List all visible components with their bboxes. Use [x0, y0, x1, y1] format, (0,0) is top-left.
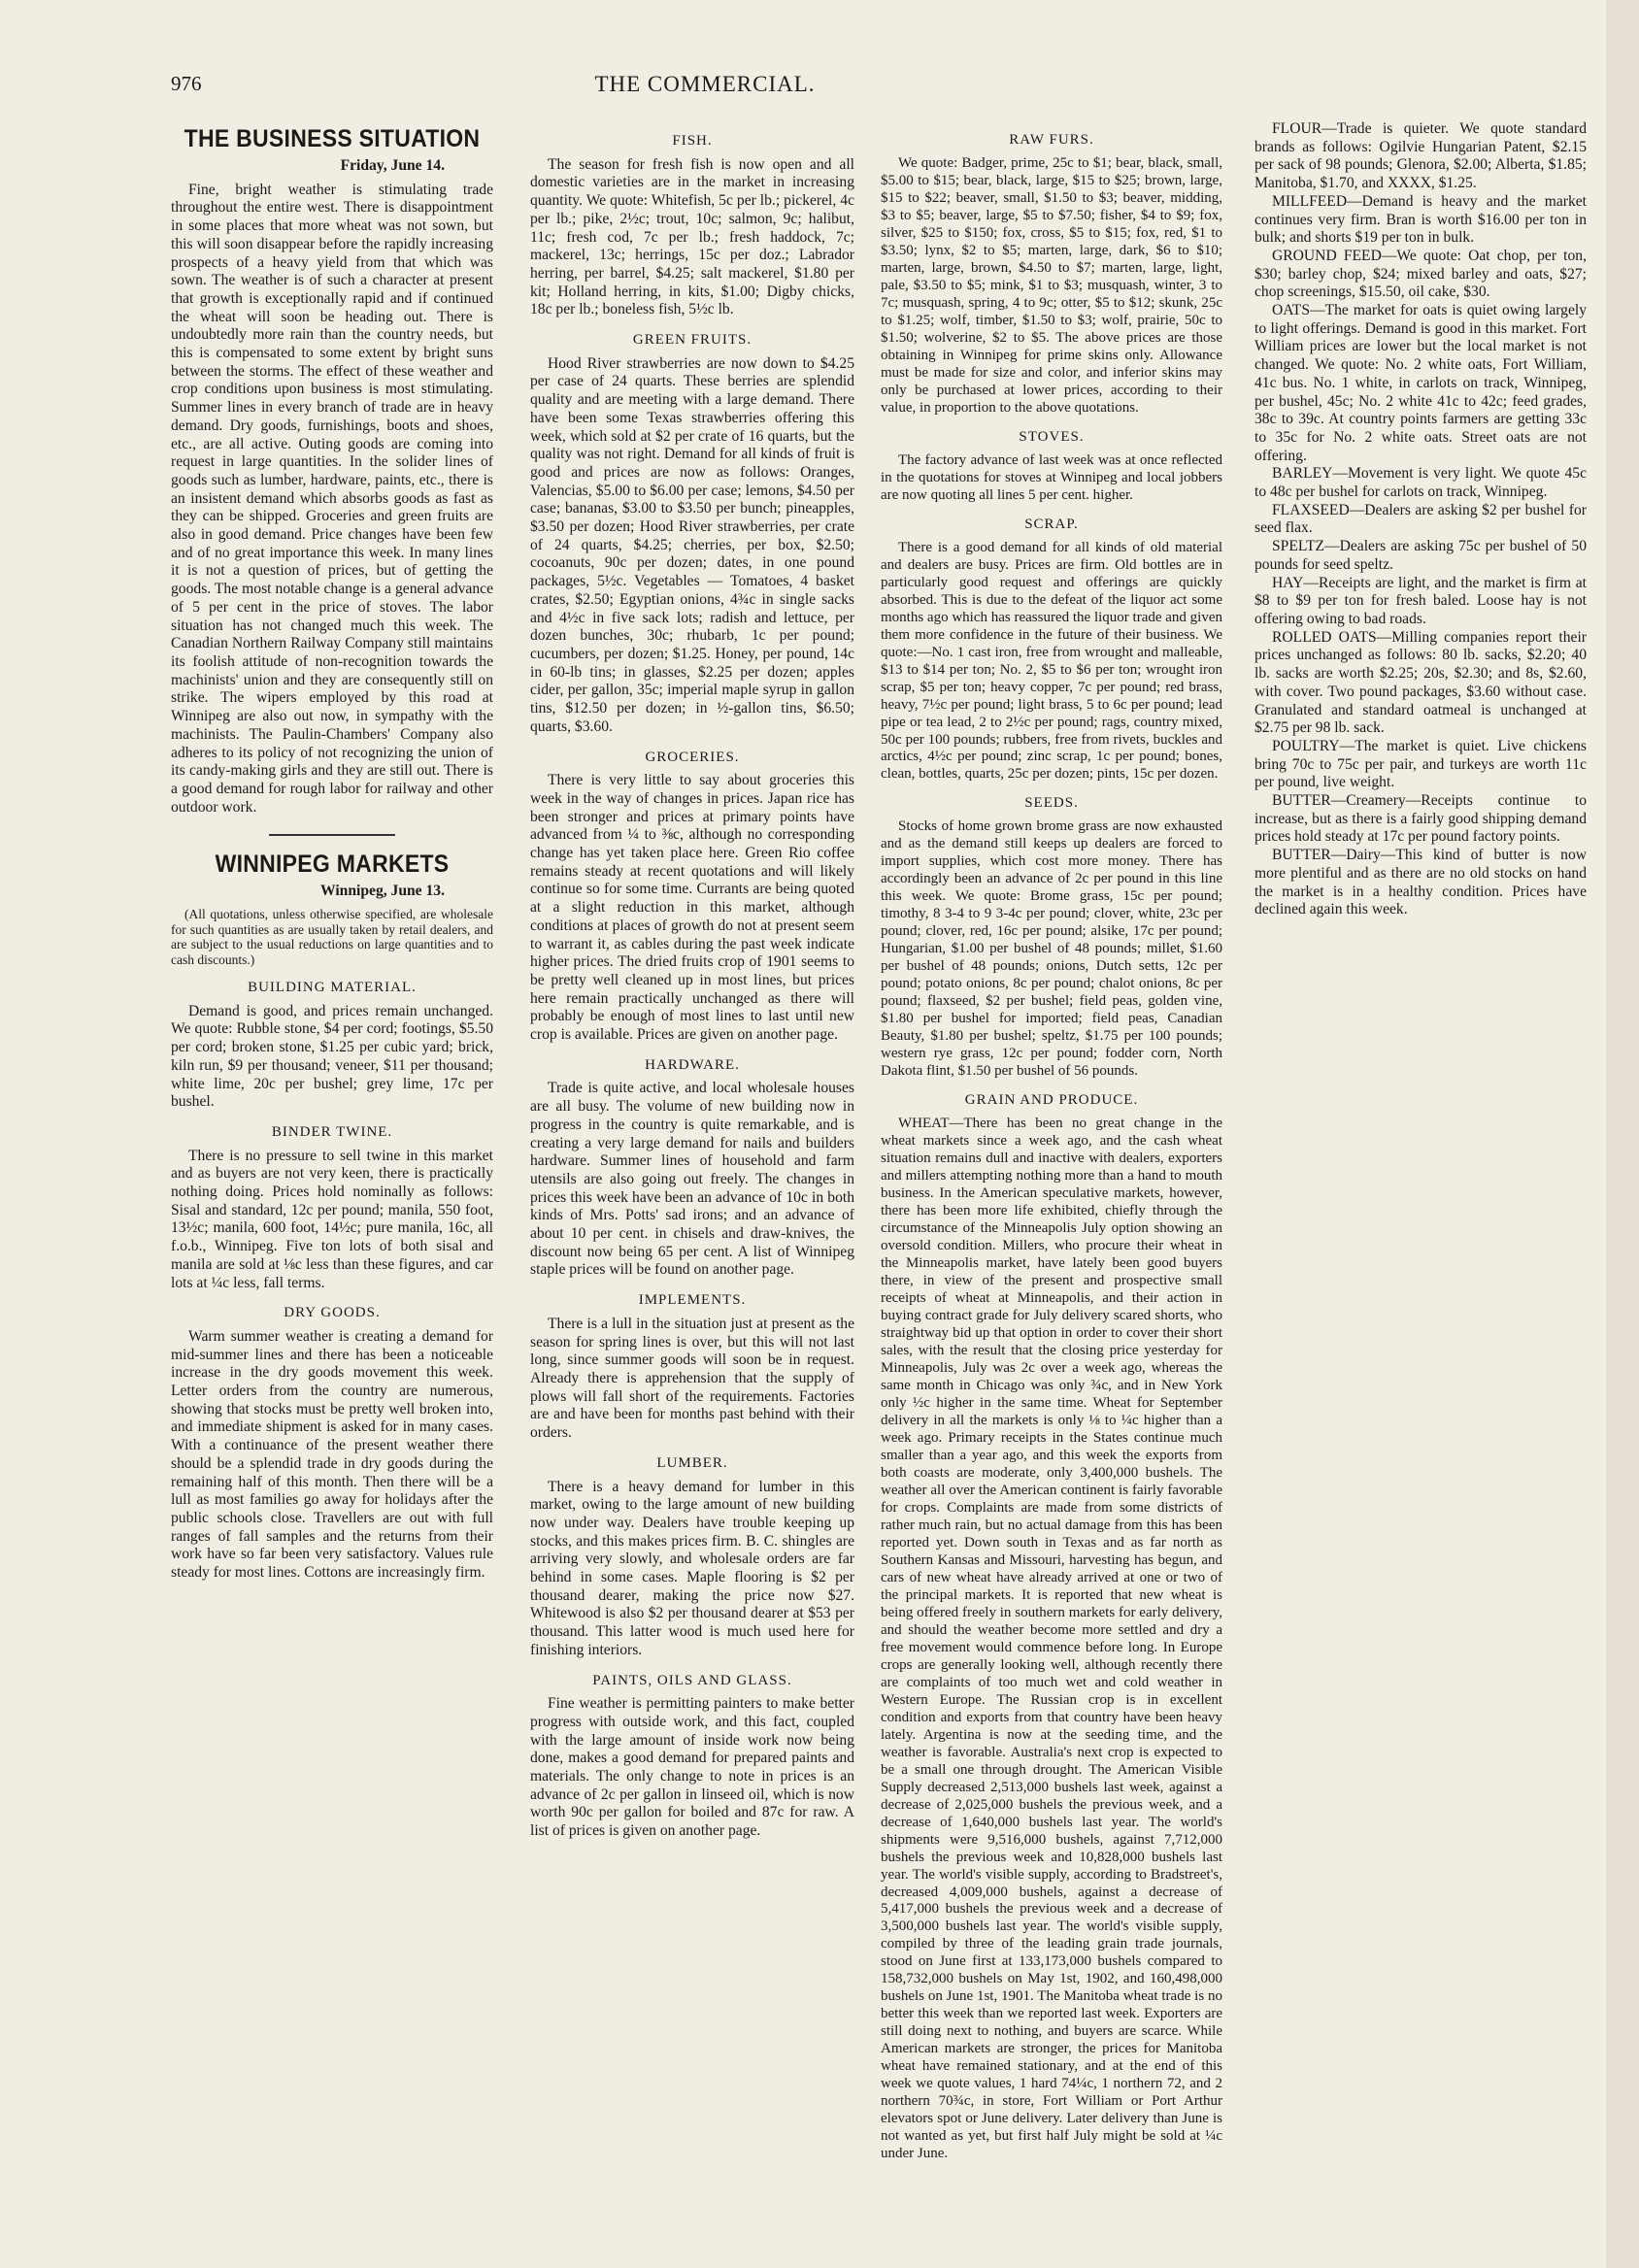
page-header	[171, 72, 1239, 101]
section-text-dry-goods: Warm summer weather is creating a demand for mid-summer lines and there has been a noticeable increase in the dry goods movement this week. Letter orders from the country are numerous, showing that stocks must be pretty well broken into, and immediate shipment is asked for in many cases. With a continuance of the present weather there should be a splendid trade in dry goods during the remaining half of this month. Then there will be a lull as most families go away for holidays after the public schools close. Travellers are out with full ranges of fall samples and the returns from their work have so far been very satisfactory. Values rule steady for most lines. Cottons are increasingly firm.	[171, 1327, 493, 1582]
section-text-twine: There is no pressure to sell twine in this market and as buyers are not very keen, there is practically nothing doing. Prices hold nominally as follows: Sisal and standard, 12c per pound; manila, 550 foot, 13½c; manila, 600 foot, 14½c; pure manila, 16c, all f.o.b., Winnipeg. Five ton lots of both sisal and manila are sold at ⅛c less than these figures, and car lots at ¼c less, fall terms.	[171, 1147, 493, 1291]
section-heading-stoves: STOVES.	[1019, 428, 1085, 445]
section-heading-scrap: SCRAP.	[1024, 516, 1079, 532]
publication-title: THE COMMERCIAL.	[594, 72, 816, 96]
business-situation-date: Friday, June 14.	[340, 157, 445, 174]
winnipeg-markets-title: WINNIPEG MARKETS	[215, 850, 450, 879]
section-heading-implements: IMPLEMENTS.	[638, 1292, 747, 1309]
section-text-lumber: There is a heavy demand for lumber in this market, owing to the large amount of new building now under way. Dealers have trouble keeping up stocks, and this makes prices firm. B. C. shingles are arriving very slowly, and wholesale orders are far behind in some cases. Maple flooring is $2 per thousand dearer, making the price now $27. Whitewood is also $2 per thousand dearer at $53 per thousand. This latter wood is much used here for finishing interiors.	[530, 1478, 854, 1658]
section-text-raw-furs: We quote: Badger, prime, 25c to $1; bear, black, small, $5.00 to $15; bear, black, large, $15 to $25; brown, large, $15 to $22; beaver, small, $1.50 to $3; beaver, midding, $3 to $5; beaver, large, $5 to $7.50; fisher, $4 to $9; fox, silver, $25 to $150; fox, cross, $5 to $15; fox, red, $1 to $3.50; lynx, $2 to $5; marten, large, dark, $6 to $10; marten, large, brown, $4.50 to $7; marten, large, light, pale, $3.50 to $5; mink, $1 to $3; musquash, winter, 3 to 7c; musquash, spring, 4 to 9c; otter, $5 to $12; skunk, 25c to $1.25; wolf, timber, $1.50 to $3; wolf, prairie, 50c to $1.50; wolverine, $2 to $5. The above prices are those obtaining in Winnipeg for prime skins only. Allowance must be made for size and color, and inferior skins may only be purchased at lower prices, according to their value, in proportion to the above quotations.	[881, 154, 1222, 416]
grain-market-paragraph: BUTTER—Dairy—This kind of butter is now more plentiful and as there are no old stocks on hand the market is in a healthy condition. Prices have declined again this week.	[1254, 847, 1587, 918]
section-text-stoves: The factory advance of last week was at once reflected in the quotations for stoves at Winnipeg and local jobbers are now quoting all lines 5 per cent. higher.	[881, 451, 1222, 503]
grain-market-paragraph: FLAXSEED—Dealers are asking $2 per bushel for seed flax.	[1254, 501, 1587, 537]
business-situation-text: Fine, bright weather is stimulating trade throughout the entire west. There is disappointment in some places that more wheat was not sown, but this will soon disappear before the rapidly increasing prospects of a heavy yield from that which was sown. The weather is of such a character at present that growth is exceptionally rapid and if continued the wheat will soon be heading out. There is undoubtedly more rain than the country needs, but this is compensated to some extent by bright suns between the storms. The effect of these weather and crop conditions upon business is most stimulating. Summer lines in every branch of trade are in heavy demand. Dry goods, furnishings, boots and shoes, etc., are all active. Outing goods are coming into request in large quantities. In the solider lines of goods such as lumber, hardware, paints, etc., there is an insistent demand which absorbs goods as fast as they can be shipped. Groceries and green fruits are also in good demand. Price changes have been few and of no great importance this week. In many lines it is not a question of prices, but of getting the goods. The most notable change is a general advance of 5 per cent in the price of stoves. The labor situation has not changed much this week. The Canadian Northern Railway Company still maintains its foolish attitude of non-recognition towards the machinists' union and they are consequently still on strike. The wipers employed by this road at Winnipeg are also out now, in sympathy with the machinists. The Paulin-Chambers' Company also adheres to its policy of not recognizing the union of its candy-making girls and they are still out. There is a good demand for rough labor for railway and other outdoor work.	[171, 181, 493, 816]
business-situation-title: THE BUSINESS SITUATION	[184, 125, 481, 152]
column-3	[881, 120, 1222, 2163]
grain-market-paragraph: ROLLED OATS—Milling companies report their prices unchanged as follows: 80 lb. sacks, $2.20; 40 lb. sacks are worth $2.25; 20s, $2.30; and 8s, $2.60, with cover. Two pound packages, $3.60 without case. Granulated and standard oatmeal is unchanged at $2.75 per 98 lb. sack.	[1254, 628, 1587, 737]
page-number: 976	[171, 72, 202, 95]
section-heading-hardware: HARDWARE.	[645, 1056, 740, 1073]
column-2	[530, 120, 854, 1841]
winnipeg-markets-date: Winnipeg, June 13.	[320, 883, 445, 900]
section-heading-groceries: GROCERIES.	[645, 749, 740, 765]
grain-market-paragraph: MILLFEED—Demand is heavy and the market continues very firm. Bran is worth $16.00 per ton in bulk; and shorts $19 per ton in bulk.	[1254, 192, 1587, 247]
column-1	[171, 120, 493, 1583]
section-text-green-fruits: Hood River strawberries are now down to $4.25 per case of 24 quarts. These berries are splendid quality and are meeting with a large demand. There have been some Texas strawberries offering this week, which sold at $2 per crate of 16 quarts, but the quality was not right. Demand for all kinds of fruit is good and prices are now as follows: Oranges, Valencias, $5.00 to $6.00 per case; lemons, $4.50 per case; bananas, $3.00 to $3.50 per bunch; pineapples, $3.50 per dozen; Hood River strawberries, per crate of 24 quarts, $4.25; cherries, per box, $2.50; cocoanuts, 90c per dozen; dates, in one pound packages, 5½c. Vegetables — Tomatoes, 4 basket crates, $2.50; Egyptian onions, 4¾c in single sacks and 4½c in five sack lots; radish and lettuce, per dozen bunches, 30c; rhubarb, 1c per pound; cucumbers, per dozen; $1.25. Honey, per pound, 14c in 60-lb tins; in glasses, $2.25 per dozen; apples cider, per gallon, 35c; imperial maple syrup in gallon tins, $12.50 per dozen; in ½-gallon tins, $6.50; quarts, $3.60.	[530, 354, 854, 735]
section-divider	[269, 834, 395, 836]
section-text-seeds: Stocks of home grown brome grass are now exhausted and as the demand still keeps up dealers are forced to import supplies, which cost more money. There has accordingly been an advance of 2c per pound in this line this week. We quote: Brome grass, 15c per pound; timothy, 8 3-4 to 9 3-4c per pound; clover, white, 23c per pound; clover, red, 16c per pound; alsike, 17c per pound; Hungarian, $1.00 per bushel of 48 pounds; millet, $1.60 per bushel of 48 pounds; onions, Dutch setts, 12c per pound; potato onions, 8c per pound; chalot onions, 8c per pound; flaxseed, $2 per bushel; field peas, golden vine, $1.80 per bushel for imported; field peas, Canadian Beauty, $1.80 per bushel; speltz, $1.75 per 100 pounds; western rye grass, 12c per pound; fodder corn, North Dakota flint, $1.50 per bushel of 56 pounds.	[881, 818, 1222, 1080]
grain-market-paragraph: SPELTZ—Dealers are asking 75c per bushel of 50 pounds for seed speltz.	[1254, 538, 1587, 573]
section-heading-seeds: SEEDS.	[1024, 795, 1079, 812]
grain-market-paragraph: GROUND FEED—We quote: Oat chop, per ton, $30; barley chop, $24; mixed barley and oats, $27; chop screenings, $15.50, oil cake, $30.	[1254, 247, 1587, 301]
grain-market-paragraph: BARLEY—Movement is very light. We quote 45c to 48c per bushel for carlots on track, Winnipeg.	[1254, 465, 1587, 501]
section-text-grain: WHEAT—There has been no great change in the wheat markets since a week ago, and the cash wheat situation remains dull and inactive with dealers, exporters and millers attempting nothing more than a hand to mouth business. In the American speculative markets, however, there has been more life exhibited, chiefly through the circumstance of the Minneapolis July option showing an oversold condition. Millers, who procure their wheat in the Minneapolis market, have lately been good buyers there, in view of the present and prospective small receipts of wheat at Minneapolis, and their action in buying contract grade for July delivery scared shorts, who straightway bid up that option in order to cover their short sales, with the result that the closing price yesterday for Minneapolis, July was 2c over a week ago, whereas the same month in Chicago was only ¾c, and in New York only ½c higher in the same time. Wheat for September delivery in all the markets is only ⅛ to ¼c higher than a week ago. Primary receipts in the States continue much smaller than a year ago, and this week the exports from both coasts are moderate, only 3,400,000 bushels. The weather all over the American continent is fairly favorable for crops. Complaints are made from some districts of rather much rain, but no actual damage from this has been reported yet. Down south in Texas and as far north as Southern Kansas and Missouri, harvesting has begun, and cars of new wheat have already arrived at one or two of the principal markets. It is reported that new wheat is being offered freely in southern markets for early delivery, and should the weather become more settled and dry a free movement would commence before long. In Europe crops are generally looking well, although recently there are complaints of too much wet and cold weather in Western Europe. The Russian crop is in excellent condition and exports from that country have been heavy lately. Argentina is now at the seeding time, and the weather is favorable. Australia's next crop is expected to be a small one through drought. The American Visible Supply decreased 2,513,000 bushels last week, against a decrease of 2,025,000 bushels the previous week, and a decrease of 1,640,000 bushels last year. The world's shipments were 9,516,000 bushels, against 7,712,000 bushels the previous week and 10,828,000 bushels last year. The world's visible supply, according to Bradstreet's, decreased 4,009,000 bushels, against a decrease of 5,417,000 bushels the previous week and a decrease of 3,500,000 bushels last year. The world's visible supply, compiled by three of the leading grain trade journals, stood on June first at 133,173,000 bushels compared to 158,732,000 bushels on May 1st, 1902, and 160,498,000 bushels on June 1st, 1901. The Manitoba wheat trade is no better this week than we reported last week. Exporters are still doing next to nothing, and buyers are scarce. While American markets are stronger, the prices for Manitoba wheat have remained stationary, and at the end of this week we quote values, 1 hard 74¼c, 1 northern 72, and 2 northern 70¾c, in store, Fort William or Port Arthur elevators spot or June delivery. Later delivery than June is not wanted as yet, but first half July might be sold at ¼c under June.	[881, 1116, 1222, 2162]
grain-market-paragraph: BUTTER—Creamery—Receipts continue to increase, but as there is a fairly good shipping demand prices hold steady at 17c per pound factory points.	[1254, 792, 1587, 846]
grain-market-paragraph: POULTRY—The market is quiet. Live chickens bring 70c to 75c per pair, and turkeys are worth 11c per pound, live weight.	[1254, 737, 1587, 791]
section-heading-building: BUILDING MATERIAL.	[248, 980, 417, 996]
section-heading-dry-goods: DRY GOODS.	[284, 1305, 381, 1321]
section-text-building: Demand is good, and prices remain unchanged. We quote: Rubble stone, $4 per cord; footings, $5.50 per cord; broken stone, $1.25 per cubic yard; brick, kiln run, $9 per thousand; veneer, $11 per thousand; white lime, 20c per bushel; grey lime, 17c per bushel.	[171, 1002, 493, 1111]
grain-market-paragraph: HAY—Receipts are light, and the market is firm at $8 to $9 per ton for fresh baled. Loose hay is not offering owing to bad roads.	[1254, 574, 1587, 627]
section-heading-fish: FISH.	[672, 133, 713, 149]
section-text-paints: Fine weather is permitting painters to make better progress with outside work, and this fact, coupled with the large amount of inside work now being done, makes a good demand for prepared paints and materials. The only change to note in prices is an advance of 2c per gallon in linseed oil, which is now worth 90c per gallon for boiled and 87c for raw. A list of prices is given on another page.	[530, 1695, 854, 1840]
section-text-groceries: There is very little to say about groceries this week in the way of changes in prices. Japan rice has been stronger and prices at primary points have advanced from ¼ to ⅜c, although no corresponding change has yet taken place here. Green Rio coffee remains steady at recent quotations and will likely continue so for some time. Currants are being quoted at a slight reduction in this market, although conditions at places of growth do not at present seem to warrant it, as cables during the past week indicate higher prices. The dried fruits crop of 1901 seems to be pretty well cleaned up in most lines, but prices here remain practically unchanged as there will probably be enough of most lines to last until new crop is available. Prices are given on another page.	[530, 772, 854, 1044]
column-4	[1254, 120, 1587, 919]
section-heading-raw-furs: RAW FURS.	[1009, 132, 1094, 148]
section-text-implements: There is a lull in the situation just at present as the season for spring lines is over, but this will not last long, since summer goods will soon be in request. Already there is apprehension that the supply of plows will fall short of the requirements. Factories are and have been for months past behind with their orders.	[530, 1315, 854, 1442]
section-text-hardware: Trade is quite active, and local wholesale houses are all busy. The volume of new building now in progress in the country is quite remarkable, and is creating a very large demand for nails and builders hardware. Summer lines of household and farm utensils are also going out freely. The changes in prices this week have been an advance of 10c in both kinds of Mrs. Potts' sad irons; and an advance of about 10 per cent. in chisels and draw-knives, the discount now being 65 per cent. A list of Winnipeg staple prices will be found on another page.	[530, 1080, 854, 1279]
grain-market-paragraph: OATS—The market for oats is quiet owing largely to light offerings. Demand is good in this market. Fort William prices are lower but the local market is not changed. We quote: No. 2 white oats, Fort William, 41c bus. No. 1 white, in carlots on track, Winnipeg, per bushel, 45c; No. 2 white 41c to 42c; feed grades, 38c to 39c. At country points farmers are getting 33c to 35c for No. 2 white oats. Street oats are not offering.	[1254, 302, 1587, 464]
section-heading-green-fruits: GREEN FRUITS.	[632, 332, 753, 349]
markets-note: (All quotations, unless otherwise specified, are wholesale for such quantities as are usually taken by retail dealers, and are subject to the usual reductions on large quantities and to cash discounts.)	[171, 907, 493, 967]
section-heading-twine: BINDER TWINE.	[271, 1123, 393, 1140]
section-text-scrap: There is a good demand for all kinds of old material and dealers are busy. Prices are firm. Old bottles are in particularly good request and offerings are quickly absorbed. This is due to the defeat of the liquor act some months ago which has reassured the liquor trade and given them more confidence in the future of their business. We quote:—No. 1 cast iron, free from wrought and malleable, $13 to $14 per ton; No. 2, $5 to $6 per ton; wrought iron scrap, $5 per ton; heavy copper, 7c per pound; red brass, heavy, 7½c per pound; light brass, 5 to 6c per pound; lead pipe or tea lead, 2 to 2½c per pound; rags, country mixed, 50c per 100 pounds; rubbers, free from rivets, buckles and arctics, 4½c per pound; zinc scrap, 1c per pound; bones, clean, bottles, quarts, 25c per dozen; pints, 15c per dozen.	[881, 539, 1222, 783]
section-heading-lumber: LUMBER.	[656, 1454, 728, 1471]
binding-gutter	[1606, 0, 1639, 2268]
section-text-fish: The season for fresh fish is now open and all domestic varieties are in the market in increasing quantity. We quote: Whitefish, 5c per lb.; pickerel, 4c per lb.; pike, 2½c; trout, 10c; salmon, 9c; halibut, 11c; fresh cod, 7c per lb.; fresh haddock, 7c; mackerel, 13c; herrings, 15c per doz.; Labrador herring, per barrel, $4.25; salt mackerel, $1.80 per kit; Holland herring, in kits, $1.00; Digby chicks, 18c per lb.; boneless fish, 5½c lb.	[530, 155, 854, 318]
grain-market-paragraph: FLOUR—Trade is quieter. We quote standard brands as follows: Ogilvie Hungarian Patent, $2.15 per sack of 98 pounds; Glenora, $2.00; Alberta, $1.85; Manitoba, $1.70, and XXXX, $1.25.	[1254, 120, 1587, 192]
section-heading-paints: PAINTS, OILS AND GLASS.	[592, 1672, 792, 1688]
section-heading-grain: GRAIN AND PRODUCE.	[964, 1092, 1139, 1109]
